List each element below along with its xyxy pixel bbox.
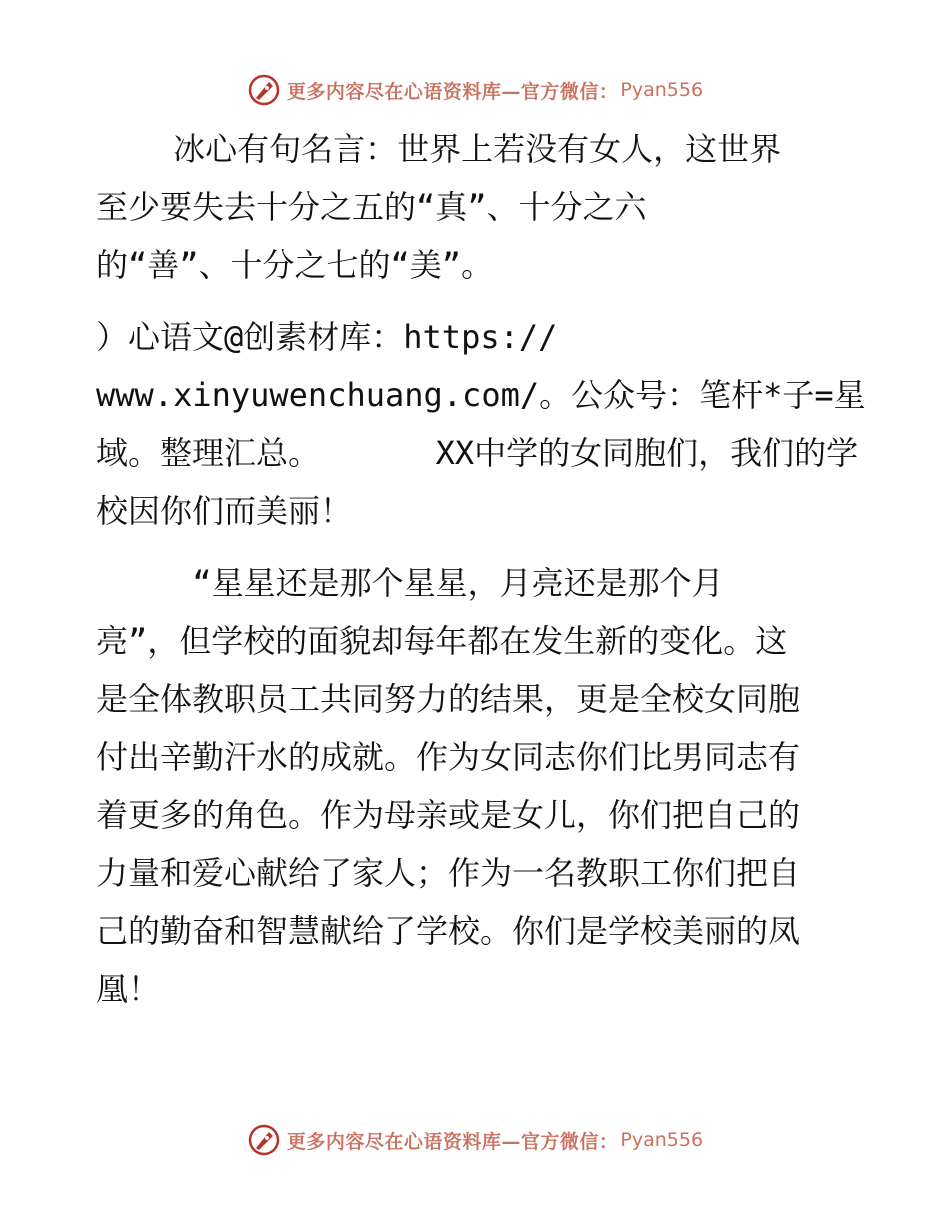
text-line: 域。整理汇总。 XX中学的女同胞们，我们的学	[96, 434, 859, 472]
text-line: 着更多的角色。作为母亲或是女儿，你们把自己的	[96, 796, 801, 834]
text-line: 凰！	[96, 970, 161, 1008]
pen-nib-logo-icon	[247, 1123, 281, 1157]
source-paragraph	[96, 308, 876, 540]
footer-watermark-text: 更多内容尽在心语资料库—官方微信：	[286, 1130, 619, 1153]
text-line: 冰心有句名言：世界上若没有女人，这世界	[96, 130, 782, 168]
text-line: “星星还是那个星星，月亮还是那个月	[96, 564, 724, 602]
quote-paragraph	[96, 120, 876, 294]
footer-watermark	[0, 1120, 950, 1160]
text-line: 己的勤奋和智慧献给了学校。你们是学校美丽的凤	[96, 912, 801, 950]
text-line: 至少要失去十分之五的“真”、十分之六	[96, 188, 647, 226]
text-line: ）心语文@创素材库：https://	[96, 318, 558, 356]
text-line: 校因你们而美丽！	[96, 492, 353, 530]
text-line: 是全体教职员工共同努力的结果，更是全校女同胞	[96, 680, 801, 718]
main-paragraph	[96, 554, 876, 1018]
text-line: 的“善”、十分之七的“美”。	[96, 246, 494, 284]
footer-watermark-contact: Pyan556	[620, 1129, 704, 1151]
pen-nib-logo-icon	[247, 73, 281, 107]
header-watermark	[0, 70, 950, 110]
text-line: www.xinyuwenchuang.com/。公众号：笔杆*子=星	[96, 376, 866, 414]
document-body	[96, 120, 876, 1018]
text-line: 付出辛勤汗水的成就。作为女同志你们比男同志有	[96, 738, 801, 776]
text-line: 亮”，但学校的面貌却每年都在发生新的变化。这	[96, 622, 788, 660]
header-watermark-text: 更多内容尽在心语资料库—官方微信：	[286, 80, 619, 103]
text-line: 力量和爱心献给了家人；作为一名教职工你们把自	[96, 854, 801, 892]
header-watermark-contact: Pyan556	[620, 79, 704, 101]
